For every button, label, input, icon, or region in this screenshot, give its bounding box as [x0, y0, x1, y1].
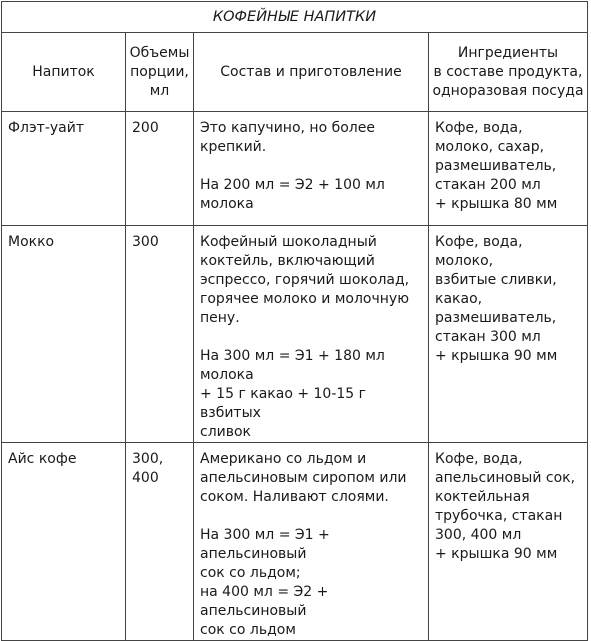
ingredients-line: взбитые сливки, — [435, 272, 557, 288]
ingredients-line: размешиватель, — [435, 310, 557, 326]
volume-line: 400 — [132, 470, 159, 486]
composition-line: апельсиновым сиропом или — [200, 470, 407, 486]
table-row — [2, 112, 588, 226]
composition-line: пену. — [200, 310, 240, 326]
drink-volume — [126, 112, 194, 226]
ingredients-line: + крышка 90 мм — [435, 546, 558, 562]
header-line: Состав и приготовление — [220, 63, 402, 80]
table-row — [2, 443, 588, 641]
drink-ingredients — [429, 443, 588, 641]
drink-volume — [126, 226, 194, 443]
ingredients-line: + крышка 80 мм — [435, 196, 558, 212]
composition-line: сок со льдом — [200, 622, 296, 638]
header-line: в составе продукта, — [433, 63, 583, 80]
ingredients-line: молоко, сахар, — [435, 139, 545, 155]
header-line: одноразовая посуда — [432, 82, 584, 99]
header-row — [2, 33, 588, 112]
drink-ingredients — [429, 226, 588, 443]
drink-ingredients — [429, 112, 588, 226]
ingredients-line: 300, 400 мл — [435, 527, 522, 543]
drink-composition — [194, 443, 429, 641]
composition-line: коктейль, включающий — [200, 253, 375, 269]
composition-line: Это капучино, но более — [200, 120, 375, 136]
header-line: Ингредиенты — [457, 44, 559, 61]
composition-line: сок со льдом; — [200, 565, 301, 581]
ingredients-line: апельсиновый сок, — [435, 470, 576, 486]
composition-line: Кофейный шоколадный — [200, 234, 377, 250]
composition-line: На 300 мл = Э1 + апельсиновый — [200, 527, 330, 562]
header-line: Напиток — [32, 63, 95, 80]
ingredients-line: стакан 300 мл — [435, 329, 541, 345]
composition-line: горячее молоко и молочную — [200, 291, 409, 307]
ingredients-line: Кофе, вода, — [435, 120, 523, 136]
ingredients-line: трубочка, стакан — [435, 508, 563, 524]
composition-line: крепкий. — [200, 139, 267, 155]
composition-line: на 400 мл = Э2 + апельсиновый — [200, 584, 329, 619]
ingredients-line: + крышка 90 мм — [435, 348, 558, 364]
ingredients-line: стакан 200 мл — [435, 177, 541, 193]
coffee-drinks-table — [1, 1, 588, 641]
table-row — [2, 226, 588, 443]
header-volume — [126, 33, 194, 112]
drink-volume — [126, 443, 194, 641]
header-line: порции, — [130, 63, 189, 80]
ingredients-line: какао, — [435, 291, 483, 307]
header-line: мл — [149, 82, 170, 99]
composition-line: На 300 мл = Э1 + 180 мл молока — [200, 348, 385, 383]
volume-line: 200 — [132, 120, 159, 136]
header-ingredients — [429, 33, 588, 112]
drink-name: Мокко — [2, 226, 126, 443]
composition-line: сливок — [200, 424, 252, 440]
header-composition — [194, 33, 429, 112]
drink-composition — [194, 226, 429, 443]
composition-line: эспрессо, горячий шоколад, — [200, 272, 410, 288]
drink-name: Флэт-уайт — [2, 112, 126, 226]
volume-line: 300 — [132, 234, 159, 250]
drink-composition — [194, 112, 429, 226]
header-drink — [2, 33, 126, 112]
ingredients-line: Кофе, вода, молоко, — [435, 234, 523, 269]
ingredients-line: Кофе, вода, — [435, 451, 523, 467]
volume-line: 300, — [132, 451, 164, 467]
composition-line: + 15 г какао + 10-15 г взбитых — [200, 386, 367, 421]
drink-name: Айс кофе — [2, 443, 126, 641]
ingredients-line: коктейльная — [435, 489, 530, 505]
composition-line: На 200 мл = Э2 + 100 мл молока — [200, 177, 385, 212]
header-line: Объемы — [129, 44, 190, 61]
table-title: КОФЕЙНЫЕ НАПИТКИ — [2, 2, 588, 33]
composition-line: Американо со льдом и — [200, 451, 367, 467]
composition-line: соком. Наливают слоями. — [200, 489, 389, 505]
ingredients-line: размешиватель, — [435, 158, 557, 174]
